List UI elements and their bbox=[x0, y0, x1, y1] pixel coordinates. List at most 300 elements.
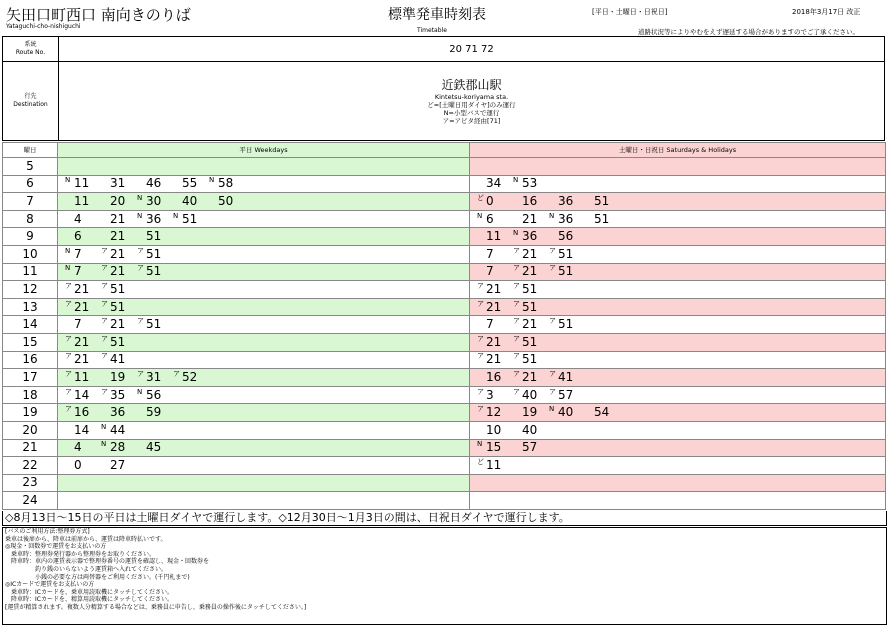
service-mark: ア bbox=[65, 281, 72, 290]
service-mark: ア bbox=[513, 317, 520, 326]
departure-minute: 36 bbox=[558, 193, 574, 208]
route-info-table bbox=[2, 36, 885, 141]
departure-time bbox=[549, 405, 594, 420]
weekday-times-cell bbox=[58, 298, 470, 316]
departure-minute: 35 bbox=[110, 387, 126, 402]
service-mark: ア bbox=[513, 387, 520, 396]
departure-minute: 6 bbox=[486, 211, 494, 226]
timetable-row bbox=[3, 316, 886, 334]
hour-cell: 13 bbox=[3, 298, 58, 316]
hour-cell: 23 bbox=[3, 474, 58, 492]
departure-time bbox=[522, 194, 558, 209]
service-mark: ア bbox=[477, 352, 484, 361]
timetable-row bbox=[3, 193, 886, 211]
hour-cell: 24 bbox=[3, 492, 58, 510]
departure-minute: 53 bbox=[522, 176, 538, 191]
departure-minute: 19 bbox=[522, 405, 538, 420]
weekday-times-cell bbox=[58, 193, 470, 211]
service-mark: ア bbox=[137, 369, 144, 378]
hour-cell: 8 bbox=[3, 210, 58, 228]
departure-minute: 21 bbox=[110, 264, 126, 279]
hour-cell: 19 bbox=[3, 404, 58, 422]
departure-time bbox=[513, 334, 558, 350]
timetable-row bbox=[3, 298, 886, 316]
holiday-notice: ◇8月13日～15日の平日は土曜日ダイヤで運行します。◇12月30日～1月3日の間は、日祝日ダイヤで運行します。 bbox=[2, 511, 887, 526]
departure-minute: 51 bbox=[522, 334, 538, 349]
departure-minute: 40 bbox=[522, 422, 538, 437]
departure-time bbox=[101, 334, 146, 350]
departure-minute: 57 bbox=[558, 387, 574, 402]
departure-time bbox=[65, 369, 110, 385]
departure-time bbox=[137, 193, 182, 209]
departure-minute: 21 bbox=[74, 281, 90, 296]
destination-note: ア=アピタ経由[71] bbox=[442, 117, 501, 125]
hour-cell: 9 bbox=[3, 228, 58, 246]
service-mark: ア bbox=[549, 369, 556, 378]
weekday-times-cell bbox=[58, 439, 470, 457]
weekday-times-cell bbox=[58, 158, 470, 176]
hour-cell: 21 bbox=[3, 439, 58, 457]
departure-minute: 11 bbox=[74, 176, 90, 191]
service-mark: ア bbox=[513, 281, 520, 290]
weekday-times-cell bbox=[58, 263, 470, 281]
departure-minute: 51 bbox=[558, 246, 574, 261]
timetable-row bbox=[3, 369, 886, 387]
weekend-times-cell bbox=[470, 492, 886, 510]
weekend-times-cell bbox=[470, 369, 886, 387]
destination-name: 近鉄郡山駅 bbox=[441, 78, 502, 92]
timetable-row bbox=[3, 158, 886, 176]
weekday-times-cell bbox=[58, 316, 470, 334]
departure-minute: 51 bbox=[110, 299, 126, 314]
timetable-row bbox=[3, 333, 886, 351]
service-mark: ア bbox=[513, 352, 520, 361]
timetable-row bbox=[3, 245, 886, 263]
departure-time bbox=[74, 458, 110, 473]
departure-time bbox=[594, 194, 630, 209]
departure-minute: 21 bbox=[522, 211, 538, 226]
hour-cell: 12 bbox=[3, 281, 58, 299]
weekend-times-cell bbox=[470, 245, 886, 263]
hour-cell: 18 bbox=[3, 386, 58, 404]
departure-time bbox=[101, 281, 146, 297]
departure-minute: 21 bbox=[522, 264, 538, 279]
departure-time bbox=[558, 194, 594, 209]
departure-time bbox=[513, 176, 558, 191]
weekend-times-cell bbox=[470, 333, 886, 351]
usage-line: 釣り銭のいらないよう運賃箱へ入れてください。 bbox=[5, 565, 168, 573]
departure-minute: 46 bbox=[146, 176, 162, 191]
departure-minute: 21 bbox=[522, 317, 538, 332]
service-mark: ア bbox=[101, 264, 108, 273]
departure-minute: 44 bbox=[110, 422, 126, 437]
departure-minute: 54 bbox=[594, 405, 610, 420]
departure-time bbox=[549, 246, 594, 262]
departure-minute: 52 bbox=[182, 369, 198, 384]
weekend-times-cell bbox=[470, 439, 886, 457]
weekend-times-cell bbox=[470, 210, 886, 228]
service-days: [平日・土曜日・日祝日] bbox=[592, 8, 668, 16]
departure-time bbox=[209, 176, 254, 191]
departure-minute: 14 bbox=[74, 387, 90, 402]
departure-minute: 12 bbox=[486, 405, 502, 420]
departure-time bbox=[549, 369, 594, 385]
departure-minute: 28 bbox=[110, 440, 126, 455]
hour-cell: 7 bbox=[3, 193, 58, 211]
service-mark: N bbox=[513, 229, 519, 238]
departure-minute: 21 bbox=[110, 229, 126, 244]
departure-time bbox=[74, 194, 110, 209]
departure-time bbox=[110, 458, 146, 473]
departure-minute: 51 bbox=[594, 193, 610, 208]
timetable-row bbox=[3, 421, 886, 439]
departure-minute: 40 bbox=[522, 387, 538, 402]
departure-time bbox=[549, 211, 594, 227]
departure-minute: 14 bbox=[74, 422, 90, 437]
departure-minute: 31 bbox=[146, 369, 162, 384]
weekday-times-cell bbox=[58, 351, 470, 369]
departure-minute: 36 bbox=[558, 211, 574, 226]
usage-instructions bbox=[2, 527, 887, 625]
departure-time bbox=[146, 176, 182, 191]
departure-minute: 51 bbox=[522, 299, 538, 314]
weekday-times-cell bbox=[58, 175, 470, 193]
route-label-ja: 系統 bbox=[24, 41, 37, 48]
weekend-times-cell bbox=[470, 421, 886, 439]
departure-minute: 15 bbox=[486, 440, 502, 455]
weekend-column-header: 土曜日・日祝日 Saturdays & Holidays bbox=[470, 143, 886, 158]
departure-time bbox=[513, 229, 558, 244]
departure-time bbox=[477, 440, 522, 455]
weekend-times-cell bbox=[470, 404, 886, 422]
timetable-header-row bbox=[3, 143, 886, 158]
route-label-en: Route No. bbox=[15, 49, 46, 56]
departure-minute: 11 bbox=[486, 457, 502, 472]
departure-time bbox=[110, 405, 146, 420]
departure-time bbox=[101, 352, 146, 367]
departure-minute: 34 bbox=[486, 176, 502, 191]
departure-minute: 21 bbox=[74, 299, 90, 314]
timetable-row bbox=[3, 439, 886, 457]
service-mark: ア bbox=[101, 334, 108, 343]
route-row bbox=[3, 37, 885, 62]
weekday-times-cell bbox=[58, 386, 470, 404]
page-title-en: Timetable bbox=[417, 27, 447, 34]
timetable-row bbox=[3, 281, 886, 299]
service-mark: ア bbox=[513, 334, 520, 343]
departure-minute: 27 bbox=[110, 457, 126, 472]
weekday-times-cell bbox=[58, 369, 470, 387]
departure-minute: 21 bbox=[486, 334, 502, 349]
usage-line: 乗車時：整理券発行器から整理券をお取りください。 bbox=[5, 550, 156, 558]
weekday-times-cell bbox=[58, 404, 470, 422]
departure-time bbox=[146, 229, 182, 244]
departure-time bbox=[137, 317, 182, 332]
service-mark: ア bbox=[477, 299, 484, 308]
usage-line: [バスのご利用方法:整理券方式] bbox=[5, 528, 90, 535]
departure-minute: 36 bbox=[522, 229, 538, 244]
departure-minute: 3 bbox=[486, 387, 494, 402]
departure-time bbox=[146, 405, 182, 420]
service-mark: N bbox=[137, 387, 143, 396]
service-mark: ア bbox=[101, 317, 108, 326]
departure-minute: 7 bbox=[486, 317, 494, 332]
usage-line: [運賃が精算されます。複数人分精算する場合などは、乗務員に申告し、乗務員の操作後にタッチしてください。] bbox=[5, 603, 307, 611]
hour-cell: 10 bbox=[3, 245, 58, 263]
departure-minute: 40 bbox=[558, 405, 574, 420]
route-label bbox=[3, 37, 59, 62]
departure-time bbox=[65, 176, 110, 191]
departure-minute: 56 bbox=[146, 387, 162, 402]
departure-minute: 21 bbox=[486, 281, 502, 296]
departure-minute: 51 bbox=[522, 352, 538, 367]
service-mark: ア bbox=[173, 369, 180, 378]
departure-minute: 21 bbox=[486, 352, 502, 367]
departure-minute: 7 bbox=[486, 264, 494, 279]
departure-time bbox=[549, 317, 594, 332]
delay-notice: 道路状況等によりやむをえず遅延する場合がありますのでご了承ください。 bbox=[638, 28, 859, 36]
weekend-times-cell bbox=[470, 316, 886, 334]
service-mark: ア bbox=[65, 369, 72, 378]
weekend-times-cell bbox=[470, 474, 886, 492]
departure-minute: 7 bbox=[74, 264, 82, 279]
service-mark: ど bbox=[477, 457, 484, 466]
departure-time bbox=[146, 440, 182, 455]
hour-cell: 16 bbox=[3, 351, 58, 369]
hour-cell: 22 bbox=[3, 457, 58, 475]
departure-minute: 0 bbox=[486, 193, 494, 208]
service-mark: N bbox=[65, 264, 71, 273]
departure-minute: 10 bbox=[486, 422, 502, 437]
destination-note: N=小型バスで運行 bbox=[443, 109, 500, 117]
departure-time bbox=[549, 387, 594, 403]
weekend-times-cell bbox=[470, 175, 886, 193]
service-mark: N bbox=[65, 246, 71, 255]
service-mark: ア bbox=[65, 405, 72, 414]
departure-minute: 4 bbox=[74, 211, 82, 226]
service-mark: N bbox=[137, 211, 143, 220]
timetable-row bbox=[3, 457, 886, 475]
departure-minute: 41 bbox=[110, 352, 126, 367]
departure-minute: 51 bbox=[558, 317, 574, 332]
timetable-row bbox=[3, 175, 886, 193]
service-mark: N bbox=[549, 211, 555, 220]
departure-minute: 45 bbox=[146, 440, 162, 455]
destination-note: ど=[土曜日用ダイヤ]のみ運行 bbox=[427, 101, 516, 109]
departure-minute: 21 bbox=[486, 299, 502, 314]
weekend-times-cell bbox=[470, 263, 886, 281]
departure-time bbox=[477, 193, 522, 209]
destination-label-ja: 行先 bbox=[24, 93, 37, 100]
departure-minute: 21 bbox=[74, 334, 90, 349]
departure-minute: 40 bbox=[182, 193, 198, 208]
service-mark: N bbox=[477, 211, 483, 220]
weekend-times-cell bbox=[470, 193, 886, 211]
departure-minute: 31 bbox=[110, 176, 126, 191]
weekend-times-cell bbox=[470, 281, 886, 299]
revision-date: 2018年3月17日 改正 bbox=[792, 8, 861, 16]
departure-minute: 58 bbox=[218, 176, 234, 191]
service-mark: ア bbox=[513, 299, 520, 308]
departure-time bbox=[101, 299, 146, 315]
service-mark: ア bbox=[101, 281, 108, 290]
departure-minute: 4 bbox=[74, 440, 82, 455]
departure-minute: 0 bbox=[74, 457, 82, 472]
departure-minute: 59 bbox=[146, 405, 162, 420]
weekend-times-cell bbox=[470, 158, 886, 176]
departure-minute: 16 bbox=[74, 405, 90, 420]
service-mark: N bbox=[513, 176, 519, 185]
weekday-column-header: 平日 Weekdays bbox=[58, 143, 470, 158]
departure-minute: 21 bbox=[522, 369, 538, 384]
service-mark: ア bbox=[549, 317, 556, 326]
service-mark: ア bbox=[65, 334, 72, 343]
service-mark: ア bbox=[477, 334, 484, 343]
destination-label-en: Destination bbox=[13, 101, 48, 108]
weekday-times-cell bbox=[58, 245, 470, 263]
departure-minute: 11 bbox=[74, 193, 90, 208]
departure-minute: 56 bbox=[558, 229, 574, 244]
departure-minute: 57 bbox=[522, 440, 538, 455]
timetable-row bbox=[3, 210, 886, 228]
usage-line: 降車時：ICカードを、精算用読取機にタッチしてください。 bbox=[5, 596, 173, 604]
departure-minute: 16 bbox=[486, 369, 502, 384]
service-mark: ア bbox=[477, 387, 484, 396]
departure-time bbox=[477, 405, 522, 420]
departure-time bbox=[173, 369, 218, 385]
timetable-row bbox=[3, 386, 886, 404]
departure-minute: 51 bbox=[594, 211, 610, 226]
usage-line: 降車時：車内の運賃表示器で整理券番号の運賃を確認し、現金・回数券を bbox=[5, 558, 210, 566]
timetable-row bbox=[3, 351, 886, 369]
departure-minute: 51 bbox=[146, 264, 162, 279]
departure-minute: 19 bbox=[110, 369, 126, 384]
destination-cell bbox=[59, 62, 885, 141]
timetable bbox=[2, 142, 886, 510]
usage-line: 乗車は後扉から、降車は前扉から、運賃は降車時払いです。 bbox=[5, 535, 167, 543]
departure-time bbox=[137, 246, 182, 262]
service-mark: ど bbox=[477, 193, 484, 202]
hour-cell: 20 bbox=[3, 421, 58, 439]
service-mark: ア bbox=[137, 317, 144, 326]
departure-time bbox=[65, 405, 110, 420]
hour-cell: 6 bbox=[3, 175, 58, 193]
departure-time bbox=[594, 405, 630, 420]
timetable-row bbox=[3, 228, 886, 246]
weekday-times-cell bbox=[58, 492, 470, 510]
weekday-times-cell bbox=[58, 228, 470, 246]
usage-line: ◎現金・回数券で運賃をお支払いの方 bbox=[5, 543, 107, 551]
service-mark: ア bbox=[549, 387, 556, 396]
departure-time bbox=[137, 387, 182, 403]
service-mark: ア bbox=[549, 246, 556, 255]
usage-line: 小銭の必要な方は両替器をご利用ください。(千円札まで) bbox=[5, 573, 190, 581]
departure-minute: 11 bbox=[74, 369, 90, 384]
weekend-times-cell bbox=[470, 386, 886, 404]
service-mark: N bbox=[549, 405, 555, 414]
departure-time bbox=[549, 264, 594, 279]
service-mark: ア bbox=[137, 264, 144, 273]
weekday-times-cell bbox=[58, 474, 470, 492]
service-mark: ア bbox=[65, 352, 72, 361]
service-mark: ア bbox=[65, 299, 72, 308]
departure-time bbox=[182, 194, 218, 209]
departure-time bbox=[173, 211, 218, 227]
service-mark: N bbox=[101, 422, 107, 431]
hour-cell: 14 bbox=[3, 316, 58, 334]
stop-name: 矢田口町西口 南向きのりば bbox=[6, 6, 191, 24]
timetable-row bbox=[3, 263, 886, 281]
departure-time bbox=[558, 229, 594, 244]
weekend-times-cell bbox=[470, 351, 886, 369]
service-mark: ア bbox=[513, 369, 520, 378]
departure-minute: 11 bbox=[486, 229, 502, 244]
route-numbers: 20 71 72 bbox=[59, 37, 885, 62]
service-mark: ア bbox=[137, 246, 144, 255]
departure-time bbox=[477, 211, 522, 227]
departure-minute: 21 bbox=[522, 246, 538, 261]
weekend-times-cell bbox=[470, 298, 886, 316]
hour-cell: 15 bbox=[3, 333, 58, 351]
departure-time bbox=[110, 176, 146, 191]
departure-time bbox=[137, 264, 182, 279]
service-mark: ア bbox=[513, 264, 520, 273]
stop-romaji: Yataguchi-cho-nishiguchi bbox=[6, 23, 81, 30]
service-mark: N bbox=[209, 176, 215, 185]
departure-minute: 51 bbox=[110, 281, 126, 296]
usage-line: ◎ICカードで運賃をお支払いの方 bbox=[5, 581, 95, 589]
service-mark: ア bbox=[477, 405, 484, 414]
departure-minute: 20 bbox=[110, 193, 126, 208]
hour-column-header: 曜日 bbox=[3, 143, 58, 158]
departure-minute: 36 bbox=[110, 405, 126, 420]
departure-time bbox=[513, 299, 558, 315]
departure-minute: 50 bbox=[218, 193, 234, 208]
departure-minute: 51 bbox=[146, 317, 162, 332]
service-mark: N bbox=[137, 193, 143, 202]
timetable-row bbox=[3, 474, 886, 492]
service-mark: ア bbox=[513, 246, 520, 255]
departure-minute: 51 bbox=[110, 334, 126, 349]
departure-time bbox=[101, 422, 146, 438]
hour-cell: 17 bbox=[3, 369, 58, 387]
service-mark: ア bbox=[101, 387, 108, 396]
departure-minute: 21 bbox=[110, 246, 126, 261]
departure-minute: 7 bbox=[74, 246, 82, 261]
departure-minute: 51 bbox=[146, 246, 162, 261]
departure-minute: 7 bbox=[486, 246, 494, 261]
service-mark: N bbox=[65, 176, 71, 185]
departure-time bbox=[477, 457, 522, 473]
page-title: 標準発車時刻表 bbox=[388, 7, 486, 23]
departure-minute: 51 bbox=[146, 229, 162, 244]
departure-time bbox=[522, 440, 558, 455]
departure-time bbox=[218, 194, 254, 209]
weekday-times-cell bbox=[58, 281, 470, 299]
departure-minute: 55 bbox=[182, 176, 198, 191]
weekday-times-cell bbox=[58, 210, 470, 228]
departure-minute: 51 bbox=[182, 211, 198, 226]
weekend-times-cell bbox=[470, 457, 886, 475]
departure-time bbox=[522, 423, 558, 438]
departure-minute: 30 bbox=[146, 193, 162, 208]
weekday-times-cell bbox=[58, 457, 470, 475]
weekday-times-cell bbox=[58, 333, 470, 351]
destination-label bbox=[3, 62, 59, 141]
departure-time bbox=[594, 212, 630, 227]
departure-time bbox=[513, 352, 558, 367]
timetable-row bbox=[3, 492, 886, 510]
